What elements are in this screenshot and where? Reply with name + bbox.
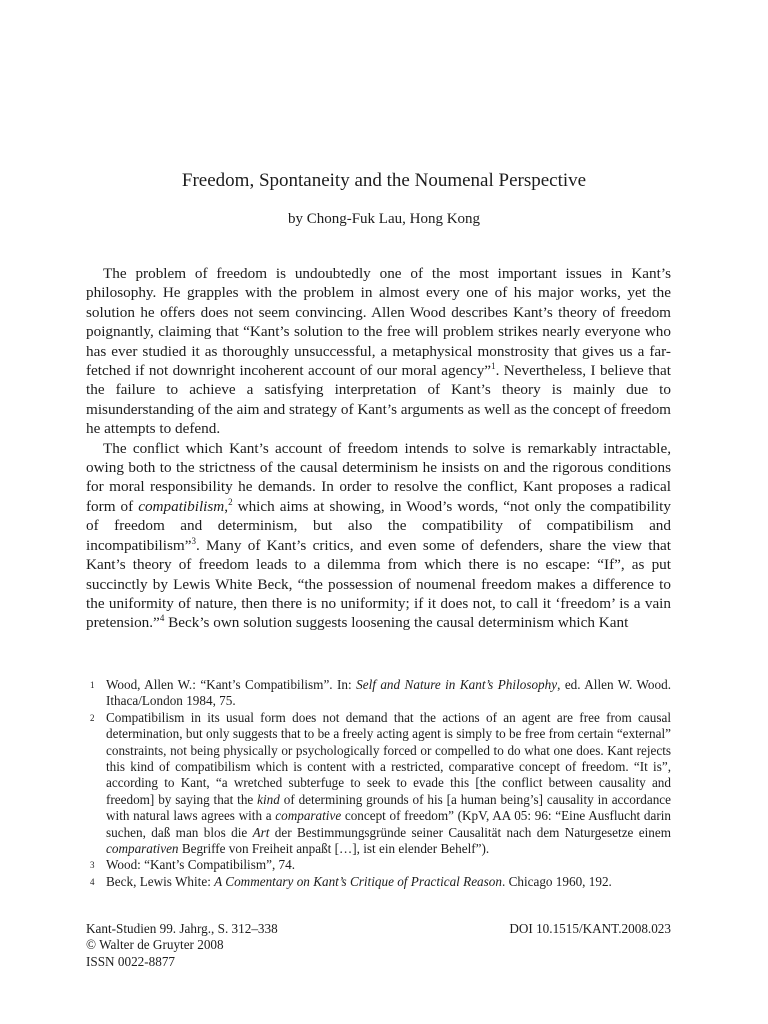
footnote-4: 4 Beck, Lewis White: A Commentary on Kant’s Critique of Practical Reason. Chicago 1960, 192.	[90, 873, 612, 889]
body-paragraph-1: The problem of freedom is undoubtedly one of the most important issues in Kant’s philosophy. He grapples with the problem in almost every one of his major works, yet the solution he offers does not seem convincing. Allen Wood describes Kant’s theory of freedom poignantly, claiming that “Kant’s solution to the free will problem strikes nearly everyone who has ever studied it as thoroughly unsuccessful, a metaphysical monstrosity that gives us a far-fetched if not downright incoherent account of our moral agency”$^1$. Nevertheless, I believe that the failure to achieve a satisfying interpretation of Kant’s theory is mainly due to misunderstanding of the aim and strategy of Kant’s arguments as well as the concept of freedom he attempts to defend.	[86, 265, 671, 438]
body-paragraph-2: The conflict which Kant’s account of freedom intends to solve is remarkably intractable, owing both to the strictness of the causal determinism he insists on and the rigorous conditions for moral responsibility he demands. In order to resolve the conflict, Kant proposes a radical form of compatibilism,$^2$ which aims at showing, in Wood’s words, “not only the compatibility of freedom and determinism, but also the compatibility of compatibilism and incompatibilism”$^3$. Many of Kant’s critics, and even some of defenders, share the view that Kant’s theory of freedom leads to a dilemma from which there is no escape: “If”, as put succinctly by Lewis White Beck, “the possession of noumenal freedom makes a difference to the uniformity of nature, then there is no uniformity; if it does not, to call it ‘freedom’ is a vain pretension.”$^4$ Beck’s own solution suggests loosening the causal determinism which Kant	[86, 439, 671, 632]
footnote-ref-4[interactable]: 4	[159, 613, 165, 624]
footnotes	[86, 677, 671, 890]
emphasis-compatibilism: compatibilism	[138, 497, 225, 515]
footnote-number: 1	[90, 680, 95, 690]
footnote-1: 1 Wood, Allen W.: “Kant’s Compatibilism”. In: Self and Nature in Kant’s Philosophy, ed. Allen W. Wood. Ithaca/London 1984, 75.	[90, 677, 671, 709]
footnote-ref-2[interactable]: 2	[228, 496, 233, 507]
footnote-2: 2 Compatibilism in its usual form does not demand that the actions of an agent are free from causal determination, but only suggests that to be a freely acting agent is simply to be free from certain “external” constraints, not being physically or psychologically forced or compelled to do what one does. Kant rejects this kind of compatibilism which is content with a restricted, comparative concept of freedom. “It is”, according to Kant, “a wretched subterfuge to seek to evade this [the conflict between causality and freedom] by saying that the kind of determining grounds of his [a human being’s] causality in accordance with natural laws agrees with a comparative concept of freedom” (KpV, AA 05: 96: “Eine Ausflucht darin suchen, daß man blos die Art der Bestimmungsgründe seiner Causalität nach dem Naturgesetze einem comparativen Begriffe von Freiheit anpaßt […], ist ein elender Behelf”).	[90, 709, 671, 857]
article-body	[86, 264, 671, 633]
footnote-number: 4	[90, 876, 95, 887]
author-byline: by Chong-Fuk Lau, Hong Kong	[287, 211, 481, 227]
doi[interactable]: DOI 10.1515/KANT.2008.023	[509, 921, 671, 936]
footnote-number: 2	[90, 712, 95, 723]
publication-info	[86, 921, 278, 970]
copyright-notice: © Walter de Gruyter 2008	[86, 937, 224, 953]
footnote-number: 3	[90, 860, 95, 871]
journal-citation: Kant-Studien 99. Jahrg., S. 312–338	[86, 921, 278, 936]
issn: ISSN 0022-8877	[86, 953, 176, 969]
footnote-3: 3 Wood: “Kant’s Compatibilism”, 74.	[90, 857, 296, 873]
footnote-ref-1[interactable]: 1	[491, 360, 496, 371]
article-title: Freedom, Spontaneity and the Noumenal Perspective	[181, 170, 587, 191]
footnote-ref-3[interactable]: 3	[191, 535, 196, 546]
